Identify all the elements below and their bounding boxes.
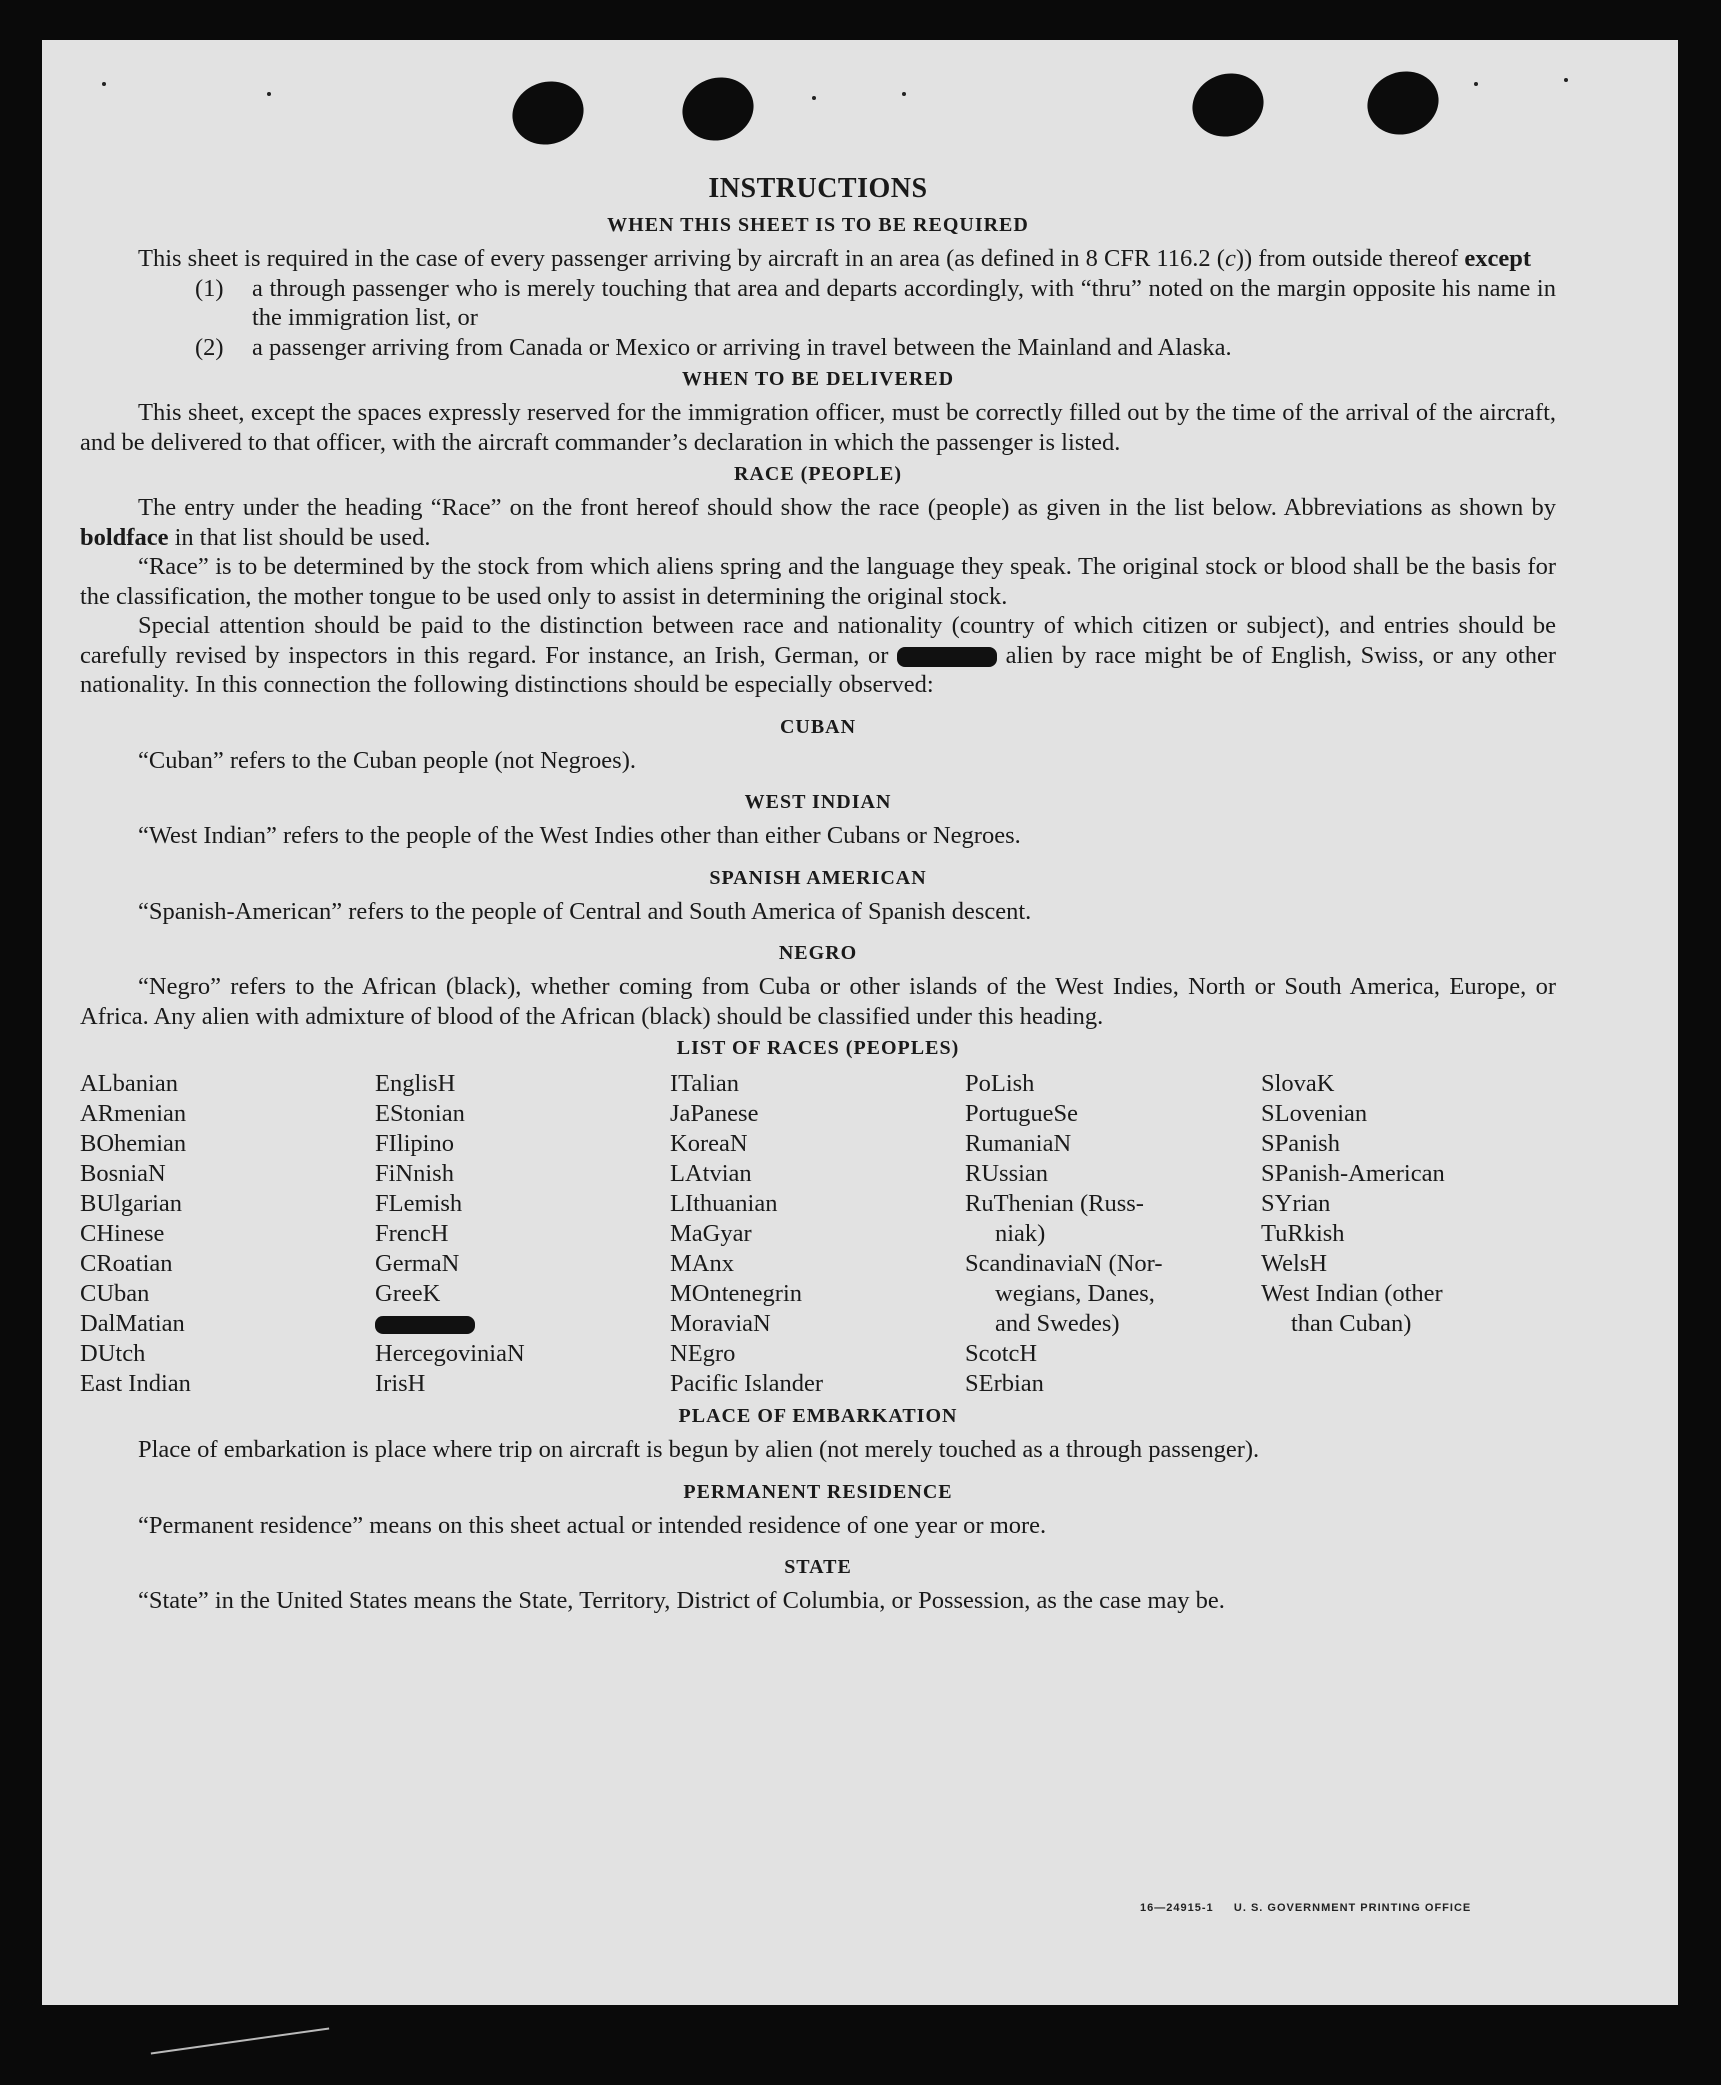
speck <box>102 82 106 86</box>
race-entry: BOhemian <box>80 1130 187 1157</box>
race-entry: ARmenian <box>80 1100 187 1127</box>
race-entry: FLemish <box>375 1190 463 1217</box>
item-text: a through passenger who is merely touching that area and departs accordingly, with “thru” noted on the margin opposite his name in the immigration list, or <box>252 274 1556 331</box>
race-entry: PortugueSe <box>965 1100 1078 1127</box>
race-entry: SPanish-American <box>1261 1160 1445 1187</box>
speck <box>1564 78 1568 82</box>
heading-permanent-residence: PERMANENT RESIDENCE <box>683 1480 953 1503</box>
race-entry: West Indian (other <box>1261 1280 1443 1307</box>
race-entry: SErbian <box>965 1370 1044 1397</box>
race-entry: WelsH <box>1261 1250 1328 1277</box>
list-item <box>80 333 1556 363</box>
heading-negro: NEGRO <box>778 942 858 964</box>
heading-list-of-races: LIST OF RACES (PEOPLES) <box>676 1037 960 1059</box>
race-entry: FiNnish <box>375 1160 454 1187</box>
paragraph-spanish-american: “Spanish-American” refers to the people of Central and South America of Spanish descent. <box>138 897 1032 925</box>
races-column-2 <box>375 1069 670 1399</box>
punch-hole <box>674 68 762 149</box>
race-entry: EStonian <box>375 1100 465 1127</box>
text-span: The entry under the heading “Race” on the front hereof should show the race (people) as given in the list below. Abbreviations as shown by <box>138 494 1556 521</box>
paragraph-when-delivered: This sheet, except the spaces expressly reserved for the immigration officer, must be correctly filled out by the time of the arrival of the aircraft, and be delivered to that officer, with the aircraft commander’s declaration in which the passenger is listed. <box>80 399 1556 456</box>
punch-hole <box>504 72 592 153</box>
page-title: INSTRUCTIONS <box>708 173 928 204</box>
speck <box>812 96 816 100</box>
document-sheet <box>42 40 1678 2005</box>
race-entry: TuRkish <box>1261 1220 1345 1247</box>
redaction-mark <box>897 647 997 667</box>
item-number: (1) <box>195 274 224 302</box>
paragraph-cuban: “Cuban” refers to the Cuban people (not Negroes). <box>138 746 636 774</box>
paragraph-west-indian: “West Indian” refers to the people of the West Indies other than either Cubans or Negroes. <box>138 822 1021 849</box>
race-entry: BUlgarian <box>80 1190 183 1217</box>
race-entry: CUban <box>80 1280 150 1307</box>
race-entry: FrencH <box>375 1220 449 1247</box>
race-entry: SYrian <box>1261 1190 1331 1217</box>
race-entry: KoreaN <box>670 1130 748 1157</box>
punch-hole <box>1359 62 1447 143</box>
races-column-3 <box>670 1069 965 1399</box>
heading-cuban: CUBAN <box>779 715 857 738</box>
race-entry: CHinese <box>80 1220 165 1247</box>
heading-race: RACE (PEOPLE) <box>734 463 902 485</box>
item-number: (2) <box>195 333 224 361</box>
heading-when-delivered: WHEN TO BE DELIVERED <box>681 368 955 390</box>
race-entry: MAnx <box>670 1250 734 1277</box>
race-entry: Pacific Islander <box>670 1370 824 1397</box>
race-entry: DUtch <box>80 1340 146 1367</box>
race-entry-continued: wegians, Danes, <box>995 1280 1155 1307</box>
text-span: in that list should be used. <box>168 523 431 551</box>
text-bold: boldface <box>80 523 169 551</box>
scan-streak <box>151 2027 330 2054</box>
text-span: Special attention should be paid to the distinction between race and nationality (country of which citizen or subject), and entries should be carefully revised by inspectors in this regard. For instance, an Irish, German, or <box>80 612 1556 669</box>
heading-west-indian: WEST INDIAN <box>744 791 892 813</box>
heading-embarkation: PLACE OF EMBARKATION <box>678 1405 958 1427</box>
redacted-race-entry <box>375 1309 670 1339</box>
heading-when-required: WHEN THIS SHEET IS TO BE REQUIRED <box>607 214 1029 236</box>
race-entry: EnglisH <box>375 1070 456 1097</box>
text-span: This sheet is required in the case of every passenger arriving by aircraft in an area (as defined in 8 CFR 116.2 ( <box>138 245 1225 272</box>
race-entry: BosniaN <box>80 1160 166 1187</box>
race-entry: GermaN <box>375 1250 460 1277</box>
punch-hole <box>1184 64 1272 145</box>
paragraph-negro: “Negro” refers to the African (black), whether coming from Cuba or other islands of the West Indies, North or South America, Europe, or Africa. Any alien with admixture of blood of the African (black) should be classified under this heading. <box>80 973 1556 1030</box>
paragraph-embarkation: Place of embarkation is place where trip on aircraft is begun by alien (not merely touched as a through passenger). <box>138 1436 1260 1463</box>
race-entry: ALbanian <box>80 1070 178 1097</box>
speck <box>267 92 271 96</box>
race-entry: ITalian <box>670 1070 740 1097</box>
paragraph-permanent-residence: “Permanent residence” means on this sheet actual or intended residence of one year or more. <box>138 1511 1047 1539</box>
paragraph-race-3 <box>80 611 1556 700</box>
race-entry-continued: than Cuban) <box>1291 1310 1412 1337</box>
race-entry-continued: niak) <box>995 1220 1046 1247</box>
race-entry: GreeK <box>375 1280 441 1307</box>
race-entry: LAtvian <box>670 1160 752 1187</box>
list-item <box>80 274 1556 333</box>
race-entry: PoLish <box>965 1070 1035 1097</box>
race-entry: SlovaK <box>1261 1070 1335 1097</box>
race-entry: NEgro <box>670 1340 736 1367</box>
heading-state: STATE <box>784 1556 852 1578</box>
race-entry: MoraviaN <box>670 1310 771 1337</box>
text-italic: c <box>1224 245 1236 272</box>
item-text: a passenger arriving from Canada or Mexico or arriving in travel between the Mainland and Alaska. <box>252 333 1232 361</box>
form-footer <box>1140 1902 1471 1914</box>
race-entry: SPanish <box>1261 1130 1340 1157</box>
text-span: )) from outside thereof <box>1235 245 1465 272</box>
race-entry: RUssian <box>965 1160 1049 1187</box>
heading-spanish-american: SPANISH AMERICAN <box>709 866 927 889</box>
race-entry-continued: and Swedes) <box>995 1310 1120 1337</box>
race-entry: HercegoviniaN <box>375 1340 525 1367</box>
race-entry: RuThenian (Russ- <box>965 1190 1144 1217</box>
paragraph-race-2: “Race” is to be determined by the stock from which aliens spring and the language they speak. The original stock or blood shall be the basis for the classification, the mother tongue to be used only to assist in determining the original stock. <box>80 553 1556 610</box>
races-column-4 <box>965 1069 1261 1399</box>
race-entry: IrisH <box>375 1370 426 1397</box>
race-entry: CRoatian <box>80 1250 173 1277</box>
race-entry: DalMatian <box>80 1310 185 1337</box>
race-entry: ScandinaviaN (Nor- <box>965 1250 1163 1277</box>
race-entry: LIthuanian <box>670 1190 778 1217</box>
race-entry: SLovenian <box>1261 1100 1368 1127</box>
paragraph-race-1 <box>80 493 1556 552</box>
printer-name: U. S. GOVERNMENT PRINTING OFFICE <box>1233 1902 1472 1914</box>
paragraph-state: “State” in the United States means the State, Territory, District of Columbia, or Possession, as the case may be. <box>138 1587 1225 1614</box>
text-bold: except <box>1464 245 1532 272</box>
race-entry: FIlipino <box>375 1130 454 1157</box>
redaction-mark <box>375 1316 475 1334</box>
race-entry: East Indian <box>80 1370 191 1397</box>
speck <box>902 92 906 96</box>
speck <box>1474 82 1478 86</box>
races-column-5 <box>1261 1069 1556 1399</box>
races-column-1 <box>80 1069 375 1399</box>
race-entry: JaPanese <box>670 1100 759 1127</box>
races-table <box>80 1069 1556 1399</box>
race-entry: ScotcH <box>965 1340 1038 1367</box>
race-entry: MOntenegrin <box>670 1280 802 1307</box>
paragraph-when-required <box>80 244 1556 274</box>
race-entry: MaGyar <box>670 1220 752 1247</box>
text-span: alien by race might be of English, Swiss, or any other nationality. In this connection the following distinctions should be especially observed: <box>80 641 1557 698</box>
race-entry: RumaniaN <box>965 1130 1072 1157</box>
form-code: 16—24915-1 <box>1140 1902 1214 1914</box>
instructions-body <box>80 172 1556 1616</box>
